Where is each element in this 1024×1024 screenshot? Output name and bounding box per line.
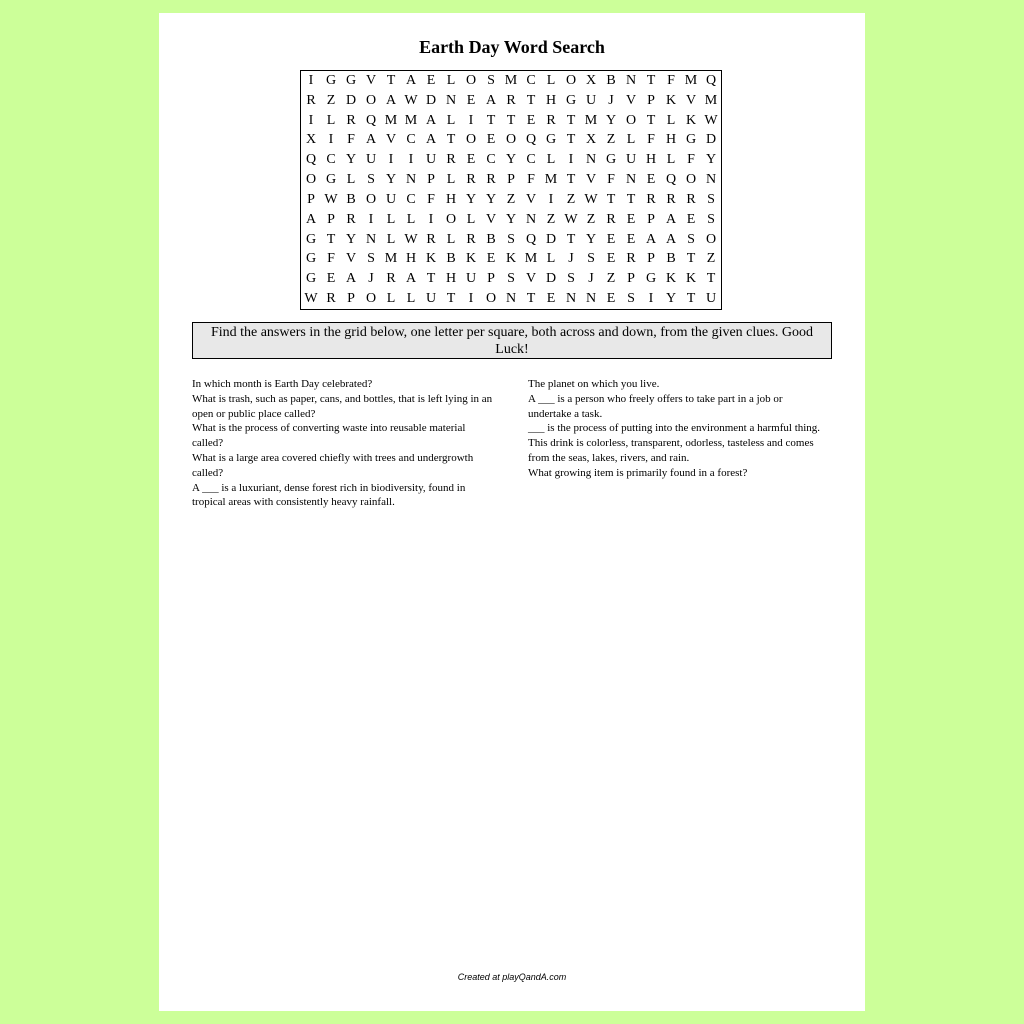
grid-cell: K [665,271,677,287]
grid-cell: N [525,211,537,227]
grid-cell: R [546,112,556,128]
grid-cell: W [704,112,718,128]
grid-cell: L [546,251,556,267]
grid-cell: W [404,231,418,247]
grid-cell: Q [525,231,537,247]
grid-cell: U [425,291,437,307]
grid-cell: E [606,231,616,247]
grid-cell: B [666,251,676,267]
grid-cell: D [545,271,557,287]
grid-cell: Q [305,152,317,168]
grid-cell: I [468,291,474,307]
grid-cell: T [526,92,536,108]
grid-cell: R [606,211,616,227]
grid-cell: G [685,132,697,148]
grid-cell: A [425,112,437,128]
grid-cell: P [507,172,515,188]
grid-cell: E [686,211,696,227]
grid-cell: V [685,92,697,108]
grid-cell: O [365,291,377,307]
grid-cell: F [667,72,675,88]
grid-cell: N [585,291,597,307]
grid-cell: O [625,112,637,128]
grid-cell: E [486,251,496,267]
grid-cell: I [308,112,314,128]
grid-cell: S [627,291,635,307]
grid-cell: E [626,211,636,227]
grid-cell: E [626,231,636,247]
grid-cell: L [666,112,676,128]
grid-cell: Y [345,231,357,247]
grid-cell: A [425,132,437,148]
grid-cell: L [546,152,556,168]
grid-cell: Z [326,92,336,108]
grid-cell: R [666,191,676,207]
grid-cell: L [446,172,456,188]
grid-cell: N [445,92,457,108]
grid-cell: D [545,231,557,247]
grid-cell: E [526,112,536,128]
grid-cell: G [305,251,317,267]
grid-cell: L [446,72,456,88]
grid-cell: G [645,271,657,287]
grid-cell: L [446,112,456,128]
grid-cell: C [526,72,536,88]
grid-cell: G [545,132,557,148]
grid-cell: I [328,132,334,148]
grid-cell: A [385,92,397,108]
grid-cell: X [585,72,597,88]
grid-cell: U [385,191,397,207]
grid-cell: Z [506,191,516,207]
grid-cell: C [486,152,496,168]
grid-cell: S [587,251,595,267]
grid-cell: S [487,72,495,88]
grid-cell: T [386,72,396,88]
grid-cell: Z [606,132,616,148]
grid-cell: J [588,271,594,287]
grid-cell: L [406,291,416,307]
grid-cell: R [346,211,356,227]
grid-cell: Z [706,251,716,267]
grid-cell: E [466,152,476,168]
grid-cell: L [326,112,336,128]
grid-cell: N [405,172,417,188]
grid-cell: M [544,172,558,188]
grid-cell: Q [365,112,377,128]
grid-cell: O [685,172,697,188]
grid-cell: C [406,191,416,207]
grid-cell: F [687,152,695,168]
grid-cell: L [386,291,396,307]
grid-cell: Y [385,172,397,188]
grid-cell: H [645,152,657,168]
grid-cell: P [647,211,655,227]
grid-cell: E [326,271,336,287]
grid-cell: H [445,271,457,287]
footer-credit: Created at playQandA.com [457,972,567,982]
clues-right-column [528,377,823,481]
grid-cell: R [486,172,496,188]
grid-cell: P [627,271,635,287]
grid-cell: S [507,231,515,247]
grid-cell: E [606,251,616,267]
grid-cell: T [706,271,716,287]
grid-cell: Z [606,271,616,287]
grid-cell: S [687,231,695,247]
grid-cell: V [345,251,357,267]
grid-cell: G [305,231,317,247]
grid-cell: P [307,191,315,207]
grid-cell: M [404,112,418,128]
grid-cell: V [625,92,637,108]
grid-cell: V [385,132,397,148]
grid-cell: G [345,72,357,88]
grid-cell: S [707,191,715,207]
grid-cell: Y [605,112,617,128]
grid-cell: N [365,231,377,247]
grid-cell: O [365,191,377,207]
grid-cell: W [304,291,318,307]
grid-cell: K [505,251,517,267]
grid-cell: R [346,112,356,128]
grid-cell: S [567,271,575,287]
grid-cell: S [367,172,375,188]
grid-cell: L [666,152,676,168]
grid-cell: N [585,152,597,168]
grid-cell: O [565,72,577,88]
grid-cell: U [425,152,437,168]
grid-cell: E [546,291,556,307]
grid-cell: T [566,132,576,148]
grid-cell: T [526,291,536,307]
grid-cell: B [606,72,616,88]
grid-cell: P [347,291,355,307]
grid-cell: F [427,191,435,207]
grid-cell: Z [586,211,596,227]
grid-cell: Y [505,152,517,168]
page-title: Earth Day Word Search [419,37,605,57]
grid-cell: M [504,72,518,88]
grid-cell: P [427,172,435,188]
grid-cell: Y [505,211,517,227]
grid-cell: D [425,92,437,108]
grid-cell: H [405,251,417,267]
grid-cell: F [347,132,355,148]
grid-cell: V [585,172,597,188]
grid-cell: C [406,132,416,148]
grid-cell: J [368,271,374,287]
grid-cell: P [327,211,335,227]
grid-cell: D [345,92,357,108]
grid-cell: P [647,92,655,108]
grid-cell: G [325,72,337,88]
grid-cell: O [465,132,477,148]
grid-cell: M [684,72,698,88]
grid-cell: L [626,132,636,148]
grid-cell: K [665,92,677,108]
clues-left-column [192,377,494,510]
grid-cell: T [566,112,576,128]
grid-cell: T [566,231,576,247]
grid-cell: W [404,92,418,108]
grid-cell: M [524,251,538,267]
grid-cell: G [325,172,337,188]
grid-cell: U [585,92,597,108]
grid-cell: Z [566,191,576,207]
grid-cell: R [686,191,696,207]
grid-cell: I [368,211,374,227]
grid-cell: M [584,112,598,128]
grid-cell: H [445,191,457,207]
grid-cell: A [305,211,317,227]
clue-text: What is a large area covered chiefly with trees and undergrowth called? [192,451,474,479]
grid-cell: K [465,251,477,267]
grid-cell: O [505,132,517,148]
grid-cell: C [526,152,536,168]
grid-cell: E [426,72,436,88]
grid-cell: A [365,132,377,148]
grid-cell: I [548,191,554,207]
grid-cell: H [665,132,677,148]
grid-cell: K [685,112,697,128]
grid-cell: U [365,152,377,168]
clue-text: A ___ is a person who freely offers to take part in a job or undertake a task. [528,392,783,420]
grid-cell: T [686,251,696,267]
grid-cell: Q [705,72,717,88]
grid-cell: I [648,291,654,307]
grid-cell: B [446,251,456,267]
grid-cell: W [584,191,598,207]
grid-cell: V [365,72,377,88]
grid-cell: T [446,291,456,307]
grid-cell: K [685,271,697,287]
grid-cell: V [485,211,497,227]
clue-text: In which month is Earth Day celebrated? [192,378,373,390]
grid-cell: I [468,112,474,128]
grid-cell: E [606,291,616,307]
grid-cell: T [626,191,636,207]
clue-text: The planet on which you live. [528,378,660,390]
grid-cell: R [646,191,656,207]
clue-text: This drink is colorless, transparent, odorless, tasteless and comes from the seas, lakes, rivers, and rain. [528,437,814,464]
instructions-box: Find the answers in the grid below, one letter per square, both across and down, from the given clues. Good Luck! [192,322,832,359]
grid-cell: E [646,172,656,188]
grid-cell: T [646,72,656,88]
grid-cell: E [466,92,476,108]
worksheet-page [159,13,865,1011]
clue-text: What is the process of converting waste into reusable material called? [192,422,466,450]
grid-cell: L [406,211,416,227]
grid-cell: R [446,152,456,168]
grid-cell: U [625,152,637,168]
grid-cell: V [525,271,537,287]
grid-cell: T [486,112,496,128]
grid-cell: M [384,251,398,267]
grid-cell: Y [585,231,597,247]
clue-text: ___ is the process of putting into the environment a harmful thing. [528,422,821,435]
grid-cell: I [428,211,434,227]
grid-cell: H [545,92,557,108]
grid-cell: A [645,231,657,247]
grid-cell: I [308,72,314,88]
grid-cell: Y [705,152,717,168]
grid-cell: W [564,211,578,227]
grid-cell: A [345,271,357,287]
grid-cell: O [465,72,477,88]
grid-cell: Y [665,291,677,307]
grid-cell: A [405,72,417,88]
grid-cell: C [326,152,336,168]
grid-cell: E [486,132,496,148]
grid-cell: Y [485,191,497,207]
grid-cell: P [487,271,495,287]
grid-cell: F [647,132,655,148]
grid-cell: M [704,92,718,108]
grid-cell: R [306,92,316,108]
clue-text: What growing item is primarily found in a forest? [528,466,748,479]
grid-cell: G [565,92,577,108]
grid-cell: P [647,251,655,267]
grid-cell: N [565,291,577,307]
grid-cell: F [327,251,335,267]
clue-text: What is trash, such as paper, cans, and bottles, that is left lying in an open or public place called? [192,392,493,420]
grid-cell: A [665,231,677,247]
grid-cell: U [705,291,717,307]
grid-cell: U [465,271,477,287]
grid-cell: I [388,152,394,168]
grid-cell: J [608,92,614,108]
clue-text: A ___ is a luxuriant, dense forest rich in biodiversity, found in tropical areas with consistently heavy rainfall. [192,481,466,509]
grid-cell: N [625,172,637,188]
grid-cell: O [365,92,377,108]
grid-cell: R [326,291,336,307]
grid-cell: L [466,211,476,227]
grid-cell: T [426,271,436,287]
grid-cell: S [707,211,715,227]
grid-cell: A [405,271,417,287]
grid-cell: O [305,172,317,188]
grid-cell: S [367,251,375,267]
grid-cell: D [705,132,717,148]
grid-cell: J [568,251,574,267]
grid-cell: I [568,152,574,168]
grid-cell: R [506,92,516,108]
grid-cell: A [665,211,677,227]
grid-cell: T [446,132,456,148]
grid-cell: Z [546,211,556,227]
grid-cell: L [546,72,556,88]
grid-cell: G [305,271,317,287]
grid-cell: T [606,191,616,207]
grid-cell: V [525,191,537,207]
grid-cell: A [485,92,497,108]
grid-cell: L [446,231,456,247]
grid-cell: R [426,231,436,247]
grid-cell: O [705,231,717,247]
grid-cell: T [686,291,696,307]
grid-cell: X [585,132,597,148]
grid-cell: T [326,231,336,247]
grid-cell: T [566,172,576,188]
grid-cell: Y [465,191,477,207]
grid-cell: N [625,72,637,88]
grid-cell: X [305,132,317,148]
grid-cell: B [346,191,356,207]
grid-cell: Q [525,132,537,148]
grid-cell: F [527,172,535,188]
grid-cell: L [346,172,356,188]
grid-cell: R [466,231,476,247]
grid-cell: L [386,231,396,247]
grid-cell: O [445,211,457,227]
grid-cell: R [386,271,396,287]
grid-cell: R [626,251,636,267]
grid-cell: K [425,251,437,267]
grid-cell: S [507,271,515,287]
grid-cell: W [324,191,338,207]
grid-cell: N [705,172,717,188]
grid-cell: L [386,211,396,227]
grid-cell: B [486,231,496,247]
grid-cell: T [646,112,656,128]
grid-cell: R [466,172,476,188]
grid-cell: T [506,112,516,128]
grid-cell: G [605,152,617,168]
grid-cell: Q [665,172,677,188]
grid-cell: I [408,152,414,168]
grid-cell: Y [345,152,357,168]
grid-cell: O [485,291,497,307]
grid-cell: N [505,291,517,307]
grid-cell: F [607,172,615,188]
word-search-grid [300,70,722,310]
grid-cell: M [384,112,398,128]
